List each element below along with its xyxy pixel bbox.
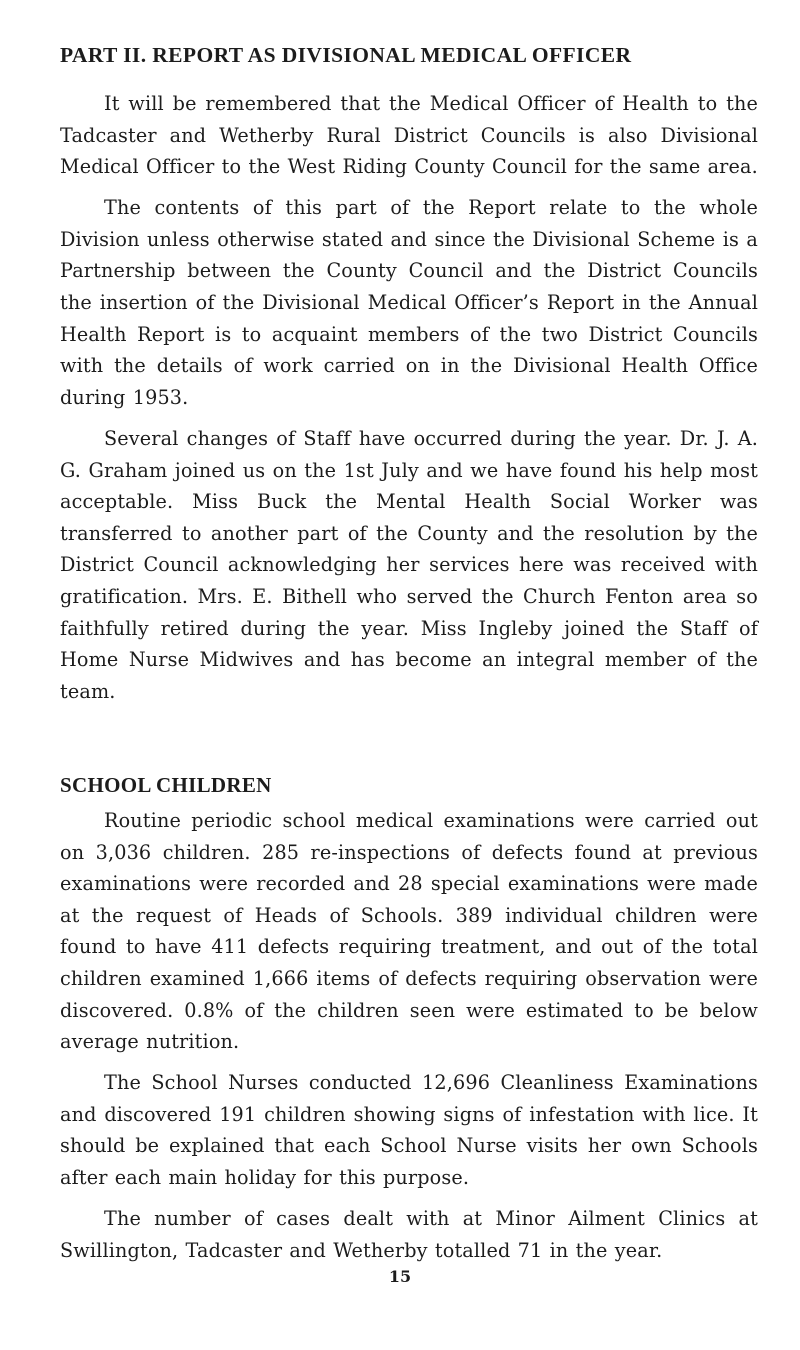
- intro-section: [60, 88, 758, 717]
- school-children-heading: SCHOOL CHILDREN: [60, 773, 272, 797]
- school-paragraph-1: Routine periodic school medical examinations were carried out on 3,036 children. 285 re-inspections of defects found at previous examinations were recorded and 28 special examinations were made at the request of Heads of Schools. 389 individual children were found to have 411 defects requiring treatment, and out of the total children examined 1,666 items of defects requiring observation were discovered. 0.8% of the children seen were estimated to be below average nutrition.: [60, 809, 758, 1054]
- school-paragraph-2: The School Nurses conducted 12,696 Cleanliness Examinations and discovered 191 children showing signs of infestation with lice. It should be explained that each School Nurse visits her own Schools after each main holiday for this purpose.: [60, 1071, 758, 1190]
- school-children-section: [60, 805, 758, 1276]
- intro-paragraph-3: Several changes of Staff have occurred during the year. Dr. J. A. G. Graham joined us on the 1st July and we have found his help most acceptable. Miss Buck the Mental Health Social Worker was transferred to another part of the County and the resolution by the District Council acknowledging her services here was received with gratification. Mrs. E. Bithell who served the Church Fenton area so faithfully retired during the year. Miss Ingleby joined the Staff of Home Nurse Midwives and has become an integral member of the team.: [60, 426, 758, 703]
- part-title: PART II. REPORT AS DIVISIONAL MEDICAL OFFICER: [60, 43, 632, 67]
- page-number: 15: [388, 1267, 412, 1286]
- intro-paragraph-1: It will be remembered that the Medical Officer of Health to the Tadcaster and Wetherby Rural District Councils is also Divisional Medical Officer to the West Riding County Council for the same area.: [60, 92, 758, 179]
- school-paragraph-3: The number of cases dealt with at Minor Ailment Clinics at Swillington, Tadcaster and Wetherby totalled 71 in the year.: [60, 1207, 758, 1262]
- intro-paragraph-2: The contents of this part of the Report relate to the whole Division unless otherwise stated and since the Divisional Scheme is a Partnership between the County Council and the District Councils the insertion of the Divisional Medical Officer’s Report in the Annual Health Report is to acquaint members of the two District Councils with the details of work carried on in the Divisional Health Office during 1953.: [60, 196, 758, 409]
